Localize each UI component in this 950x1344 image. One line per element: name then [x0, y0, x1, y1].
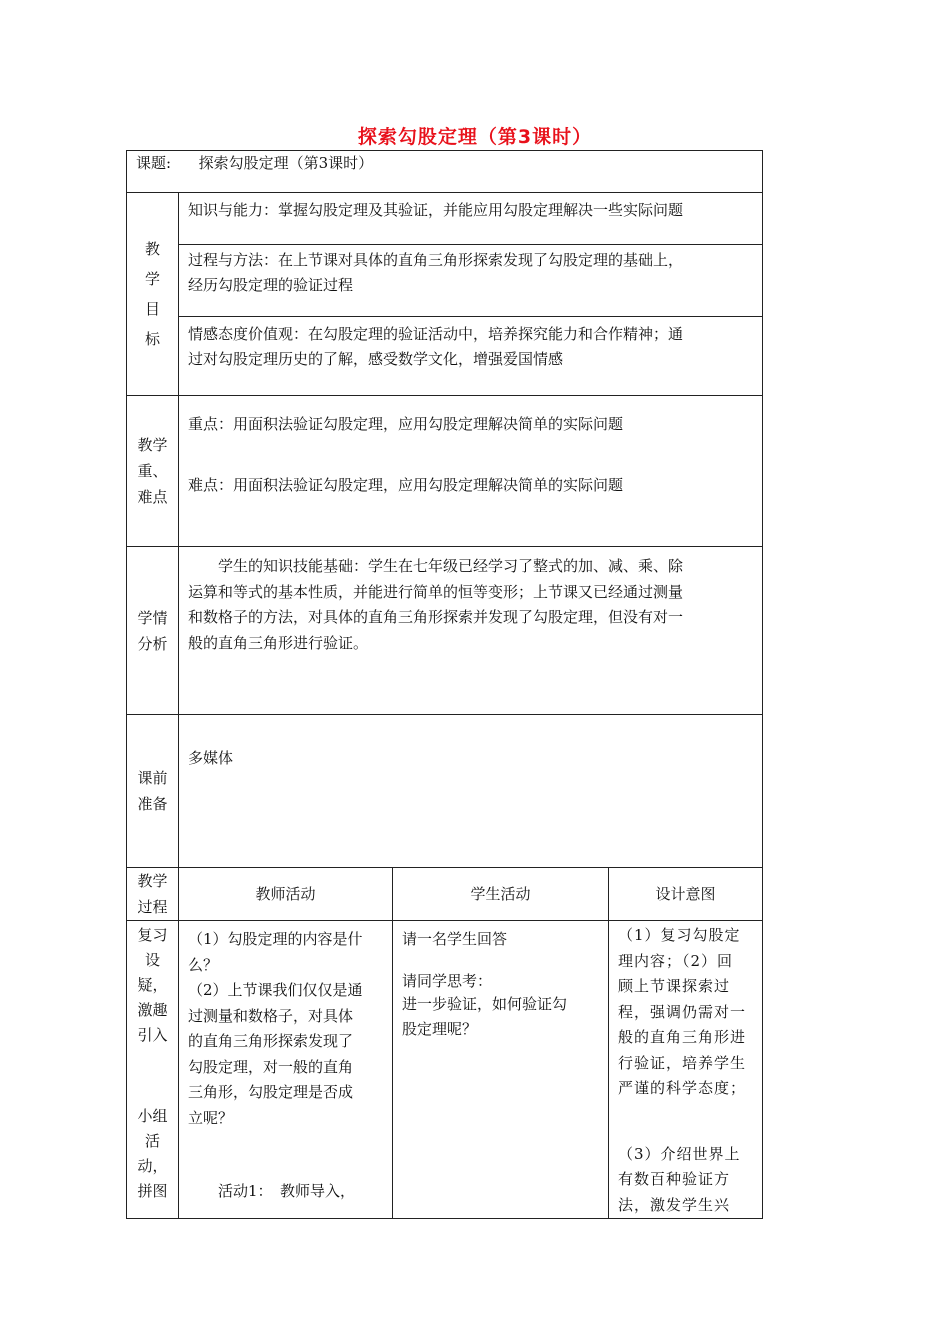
process-label	[127, 868, 179, 921]
student-line: 进一步验证，如何验证勾	[402, 994, 568, 1013]
objective-emotion-line: 情感态度价值观：在勾股定理的验证活动中，培养探究能力和合作精神；通	[188, 325, 684, 343]
stage-label-line: 小组	[137, 1107, 168, 1125]
design-line: 顾上节课探索过	[618, 977, 731, 995]
stage-label-line: 复习	[137, 926, 168, 944]
key-points-row	[127, 396, 763, 547]
analysis-line: 般的直角三角形进行验证。	[188, 633, 369, 652]
analysis-content	[179, 547, 763, 715]
teacher-line: 么？	[188, 955, 219, 974]
preparation-label-line: 准备	[137, 795, 168, 813]
topic-row	[127, 151, 763, 193]
key-points-label-line: 难点	[137, 488, 168, 506]
stage-label-line: 活	[144, 1132, 160, 1150]
analysis-line: 学生的知识技能基础：学生在七年级已经学习了整式的加、减、乘、除	[218, 557, 684, 575]
objectives-label-char: 目	[144, 300, 160, 318]
teacher-line: 三角形，勾股定理是否成	[188, 1083, 354, 1101]
key-points-content	[179, 396, 763, 547]
objectives-label	[127, 193, 179, 396]
design-line: 法，激发学生兴	[618, 1195, 731, 1214]
stage-label-line: 拼图	[137, 1182, 168, 1200]
teacher-line: 活动1： 教师导入，	[218, 1182, 356, 1200]
analysis-label-line: 学情	[137, 608, 168, 627]
student-line: 股定理呢？	[402, 1020, 478, 1038]
objective-emotion-row	[127, 317, 763, 396]
process-content-row	[127, 921, 763, 1219]
teacher-line: 的直角三角形探索发现了	[188, 1032, 354, 1050]
stage-label	[127, 921, 179, 1219]
preparation-label-line: 课前	[137, 769, 168, 787]
process-header-row	[127, 868, 763, 921]
teacher-line: （1）勾股定理的内容是什	[188, 930, 363, 948]
analysis-line: 运算和等式的基本性质，并能进行简单的恒等变形；上节课又已经通过测量	[188, 582, 684, 601]
stage-label-line: 引入	[137, 1026, 168, 1044]
preparation-row	[127, 715, 763, 868]
topic-label: 课题:	[136, 154, 172, 172]
key-points-label-line: 重、	[137, 462, 168, 480]
design-line: 有数百种验证方	[618, 1170, 731, 1188]
objective-process	[179, 245, 763, 317]
student-header: 学生活动	[393, 868, 609, 921]
design-line: 般的直角三角形进	[618, 1028, 747, 1046]
stage-label-line: 疑，	[137, 976, 168, 994]
teacher-activity	[179, 921, 393, 1219]
analysis-label	[127, 547, 179, 715]
objectives-label-char: 学	[144, 270, 160, 288]
design-line: 程，强调仍需对一	[618, 1002, 747, 1021]
analysis-line: 和数格子的方法，对具体的直角三角形探索并发现了勾股定理，但没有对一	[188, 608, 684, 626]
objective-emotion-line: 过对勾股定理历史的了解，感受数学文化，增强爱国情感	[188, 350, 564, 368]
objective-knowledge: 知识与能力：掌握勾股定理及其验证，并能应用勾股定理解决一些实际问题	[179, 193, 763, 245]
teacher-line: 立呢？	[188, 1108, 234, 1127]
stage-label-line: 设	[144, 951, 160, 969]
student-activity	[393, 921, 609, 1219]
teacher-header: 教师活动	[179, 868, 393, 921]
process-label-line: 过程	[137, 898, 168, 916]
key-points-label	[127, 396, 179, 547]
design-line: 严谨的科学态度；	[618, 1079, 747, 1097]
student-line: 请同学思考：	[402, 971, 493, 990]
stage-label-line: 动，	[137, 1157, 168, 1175]
key-points-label-line: 教学	[137, 436, 168, 454]
difficult-point: 难点：用面积法验证勾股定理，应用勾股定理解决简单的实际问题	[188, 476, 624, 494]
objectives-label-char: 教	[144, 240, 160, 258]
preparation-label	[127, 715, 179, 868]
lesson-plan-table	[126, 150, 763, 1219]
design-line: 行验证，培养学生	[618, 1053, 747, 1072]
teacher-line: （2）上节课我们仅仅是通	[188, 981, 363, 999]
objective-emotion	[179, 317, 763, 396]
design-line: 理内容；（2）回	[618, 951, 734, 970]
topic-value: 探索勾股定理（第3课时）	[198, 154, 374, 172]
objectives-label-char: 标	[144, 330, 160, 348]
design-line: （3）介绍世界上	[618, 1144, 741, 1163]
teacher-line: 勾股定理，对一般的直角	[188, 1057, 354, 1076]
teacher-line: 过测量和数格子，对具体	[188, 1006, 354, 1025]
topic-cell	[127, 151, 763, 193]
design-line: （1）复习勾股定	[618, 926, 741, 944]
design-header: 设计意图	[609, 868, 763, 921]
analysis-row	[127, 547, 763, 715]
objective-process-row	[127, 245, 763, 317]
objective-process-line: 经历勾股定理的验证过程	[188, 276, 354, 294]
student-line: 请一名学生回答	[402, 930, 508, 948]
preparation-content: 多媒体	[179, 715, 763, 868]
process-label-line: 教学	[137, 872, 168, 890]
page-title: 探索勾股定理（第3课时）	[357, 126, 593, 148]
analysis-label-line: 分析	[137, 634, 168, 653]
objective-process-line: 过程与方法：在上节课对具体的直角三角形探索发现了勾股定理的基础上，	[188, 251, 684, 269]
key-point: 重点：用面积法验证勾股定理，应用勾股定理解决简单的实际问题	[188, 415, 624, 433]
objective-knowledge-row	[127, 193, 763, 245]
stage-label-line: 激趣	[137, 1001, 168, 1019]
design-intent	[609, 921, 763, 1219]
